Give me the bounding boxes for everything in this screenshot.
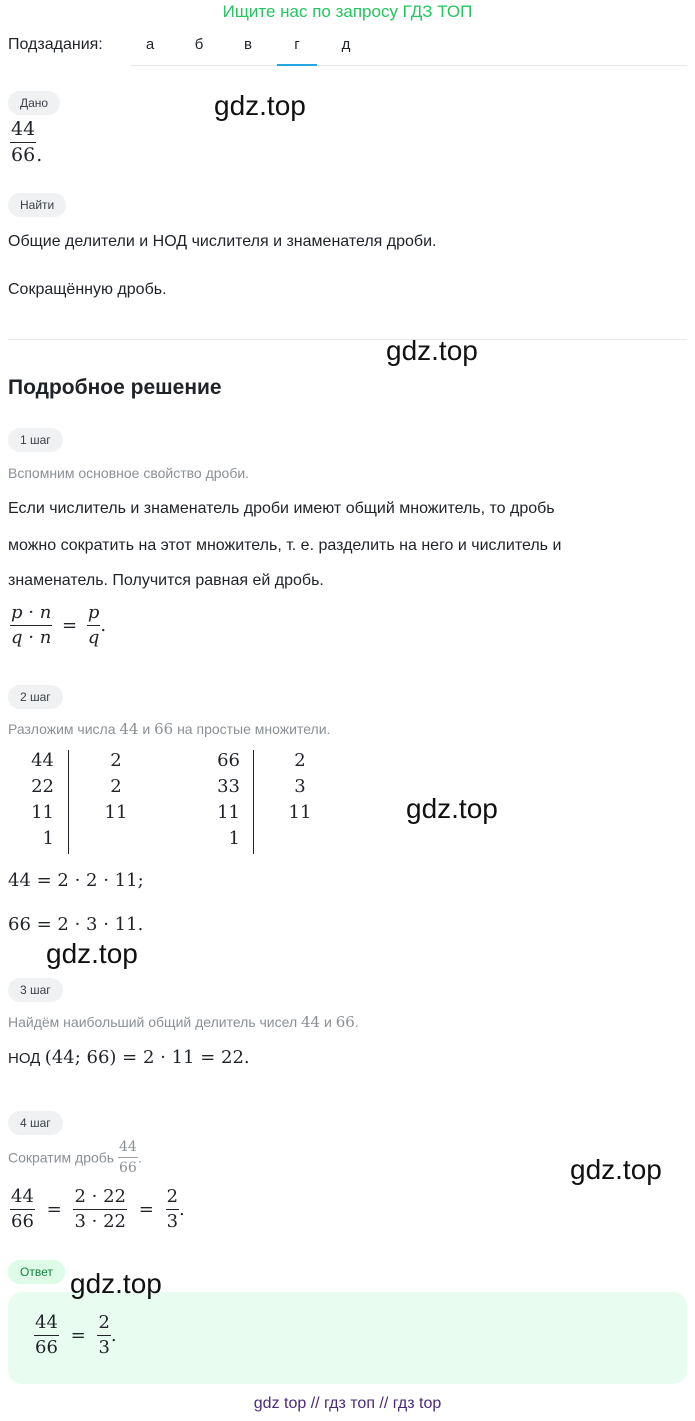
tab-d[interactable]: д <box>341 36 351 53</box>
step2-hint-a: 44 <box>119 720 139 738</box>
f44-l2: 11 <box>31 802 54 823</box>
answer-f1-num: 44 <box>35 1312 58 1333</box>
step4-hint-fraction <box>118 1140 138 1175</box>
step3-hint-mid: и <box>320 1014 336 1030</box>
given-num: 44 <box>11 118 36 140</box>
step3-gcd <box>8 1047 250 1068</box>
f66-r2: 11 <box>288 802 312 823</box>
factor-table-44 <box>10 750 150 856</box>
step4-f3-num: 2 <box>166 1186 179 1207</box>
step4-f2-den: 3 · 22 <box>74 1211 126 1232</box>
step1-lnum: p · n <box>11 602 52 623</box>
factor-table-66 <box>196 750 336 856</box>
footer-links[interactable]: gdz top // гдз топ // гдз top <box>253 1395 442 1412</box>
step4-chip: 4 шаг <box>8 1111 63 1135</box>
step4-f2-num: 2 · 22 <box>74 1186 126 1207</box>
step3-hint-b: 66 <box>335 1013 355 1031</box>
step2-chip: 2 шаг <box>8 685 63 709</box>
step4-eq-1: = <box>46 1199 62 1220</box>
tab-a[interactable]: а <box>145 36 155 53</box>
step1-line-3: знаменатель. Получится равная ей дробь. <box>8 572 324 589</box>
step1-hint: Вспомним основное свойство дроби. <box>8 465 250 481</box>
watermark-6: gdz.top <box>70 1268 162 1299</box>
f66-l2: 11 <box>217 802 240 823</box>
step4-hint-num: 44 <box>118 1139 137 1155</box>
f66-r1: 3 <box>294 776 306 797</box>
f44-l3: 1 <box>42 828 54 849</box>
step4-eq-2: = <box>138 1199 154 1220</box>
given-suffix: . <box>36 144 43 166</box>
step1-suffix: . <box>100 615 107 636</box>
step1-chip: 1 шаг <box>8 428 63 452</box>
watermark-5: gdz.top <box>570 1154 662 1185</box>
step4-hint-den: 66 <box>118 1157 138 1175</box>
solution-title: Подробное решение <box>8 376 222 399</box>
f44-divider <box>68 750 69 854</box>
given-den: 66 <box>11 144 36 166</box>
answer-f1-den: 66 <box>35 1337 58 1358</box>
subtasks-label: Подзадания: <box>8 36 103 53</box>
f66-r0: 2 <box>294 750 306 771</box>
step4-f3-den: 3 <box>166 1211 179 1232</box>
step2-eq1: 44 = 2 · 2 · 11; <box>8 870 144 891</box>
watermark-3: gdz.top <box>406 793 498 824</box>
step2-hint-b: 66 <box>154 720 174 738</box>
step1-formula <box>10 604 106 647</box>
step2-hint <box>8 720 330 738</box>
section-divider <box>8 339 687 340</box>
f66-divider <box>253 750 254 854</box>
f66-l3: 1 <box>228 828 240 849</box>
step4-hint-suffix: . <box>137 1149 142 1166</box>
step1-line-2: можно сократить на этот множитель, т. е. разделить на него и числитель и <box>8 537 562 554</box>
step4-formula <box>10 1188 185 1231</box>
step4-f1-num: 44 <box>11 1186 34 1207</box>
find-chip: Найти <box>8 193 66 217</box>
step2-hint-mid: и <box>138 721 155 737</box>
watermark-4: gdz.top <box>46 938 138 969</box>
tab-b[interactable]: б <box>194 36 204 53</box>
tab-v[interactable]: в <box>244 36 252 53</box>
given-chip: Дано <box>8 91 60 115</box>
f44-r2: 11 <box>104 802 128 823</box>
search-banner: Ищите нас по запросу ГДЗ ТОП <box>222 2 473 21</box>
step1-rden: q <box>87 627 100 648</box>
step4-hint-prefix: Сократим дробь <box>8 1149 118 1166</box>
step3-hint-prefix: Найдём наибольший общий делитель чисел <box>8 1014 302 1030</box>
step3-hint-a: 44 <box>301 1013 321 1031</box>
find-line-2: Сокращённую дробь. <box>8 281 167 298</box>
answer-formula <box>34 1314 117 1357</box>
tab-g-active[interactable]: г <box>277 36 317 66</box>
f44-l0: 44 <box>31 750 54 771</box>
f44-l1: 22 <box>31 776 54 797</box>
f66-l1: 33 <box>217 776 240 797</box>
step2-eq2: 66 = 2 · 3 · 11. <box>8 914 144 935</box>
f66-l0: 66 <box>217 750 240 771</box>
step2-hint-suffix: на простые множители. <box>173 721 331 737</box>
step3-chip: 3 шаг <box>8 978 63 1002</box>
answer-f2-num: 2 <box>98 1312 110 1333</box>
f44-r1: 2 <box>110 776 122 797</box>
answer-eq: = <box>70 1325 86 1346</box>
answer-chip: Ответ <box>8 1260 65 1284</box>
answer-suffix: . <box>110 1325 117 1346</box>
step3-hint <box>8 1013 359 1031</box>
step2-hint-prefix: Разложим числа <box>8 721 120 737</box>
find-line-1: Общие делители и НОД числителя и знаменателя дроби. <box>8 233 437 250</box>
watermark-2: gdz.top <box>386 335 478 366</box>
f44-r0: 2 <box>110 750 122 771</box>
answer-f2-den: 3 <box>98 1337 110 1358</box>
gcd-label: НОД <box>8 1050 41 1067</box>
step3-hint-suffix: . <box>354 1014 359 1030</box>
step1-eq: = <box>62 615 78 636</box>
gcd-expression: (44; 66) = 2 · 11 = 22. <box>44 1047 250 1068</box>
step4-f1-den: 66 <box>11 1211 34 1232</box>
subtask-tabs <box>130 26 687 66</box>
step4-suffix: . <box>179 1199 185 1220</box>
step1-line-1: Если числитель и знаменатель дроби имеют общий множитель, то дробь <box>8 500 555 517</box>
step1-rnum: p <box>87 602 100 623</box>
step1-lden: q · n <box>11 627 52 648</box>
given-fraction <box>10 120 42 166</box>
watermark-1: gdz.top <box>214 90 306 121</box>
step4-hint <box>8 1140 142 1175</box>
